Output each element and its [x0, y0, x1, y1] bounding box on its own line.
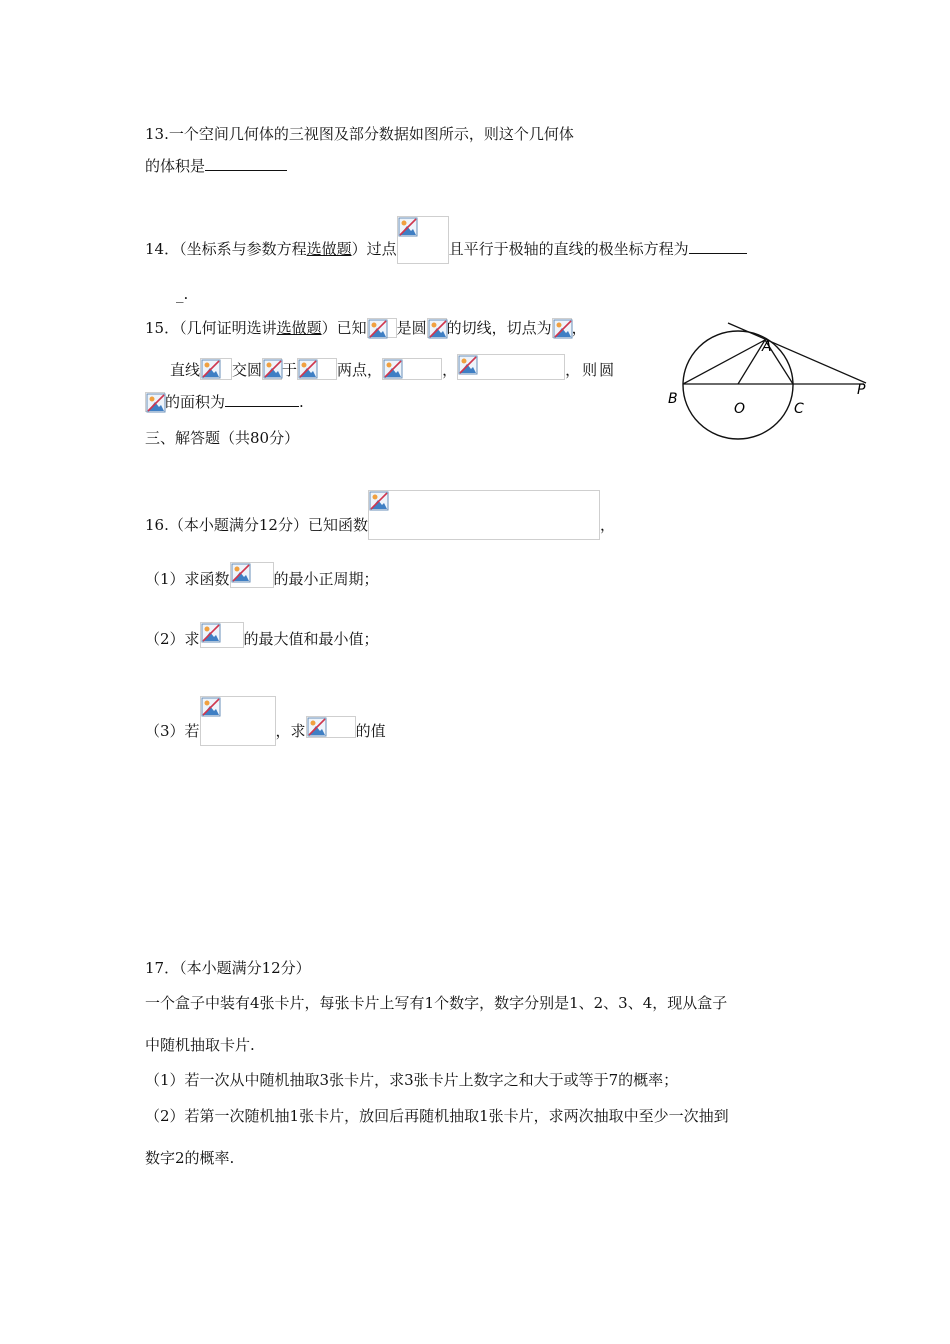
label-O: O — [734, 401, 746, 417]
label-A: A — [762, 339, 772, 355]
q15-elective-label: 选做题 — [276, 319, 322, 337]
tangent-line-PA — [728, 323, 866, 383]
formula-image-fx — [230, 562, 274, 588]
label-P: P — [857, 382, 866, 398]
segment-AB — [683, 340, 765, 384]
broken-image-icon — [231, 563, 251, 583]
formula-image-PA-value — [382, 358, 442, 380]
geometry-diagram — [668, 318, 878, 440]
answer-blank — [689, 239, 747, 254]
q16-text: 16.（本小题满分12分）已知函数 — [145, 516, 368, 534]
q16-text: 的最大值和最小值； — [243, 630, 379, 648]
broken-image-icon — [553, 319, 573, 339]
broken-image-icon — [369, 491, 389, 511]
q16-text: （1）求函数 — [145, 570, 230, 588]
formula-image-point — [397, 216, 449, 264]
q15-text: ， — [442, 361, 458, 379]
formula-image-O3 — [145, 392, 165, 412]
label-B: B — [668, 391, 678, 407]
formula-image-O2 — [262, 358, 282, 380]
formula-image-angle — [457, 354, 565, 380]
q15-text: . — [299, 393, 304, 411]
q13-line-1: 13.一个空间几何体的三视图及部分数据如图所示，则这个几何体 — [145, 125, 574, 143]
q17-line-3: （1）若一次从中随机抽取3张卡片，求3张卡片上数字之和大于或等于7的概率； — [145, 1071, 679, 1089]
formula-image-O — [427, 318, 447, 338]
q15-text: ， — [571, 319, 587, 337]
formula-image-PO — [200, 358, 232, 380]
q13-text: 的体积是 — [145, 157, 206, 175]
formula-image-BC — [297, 358, 337, 380]
broken-image-icon — [263, 359, 283, 379]
q16-text: （3）若 — [145, 722, 200, 740]
answer-blank — [205, 156, 287, 171]
q14-prefix: 14．（坐标系与参数方程 — [145, 240, 307, 258]
q15-text: 直线 — [170, 361, 201, 379]
q17-line-4: （2）若第一次随机抽1张卡片，放回后再随机抽取1张卡片，求两次抽取中至少一次抽到 — [145, 1107, 729, 1125]
broken-image-icon — [146, 393, 166, 413]
q17-line-1: 一个盒子中装有4张卡片，每张卡片上写有1个数字，数字分别是1、2、3、4，现从盒子 — [145, 994, 728, 1012]
q15-line-1 — [145, 318, 587, 338]
broken-image-icon — [201, 623, 221, 643]
q15-line-3 — [145, 392, 304, 412]
q16-text: 的最小正周期； — [273, 570, 379, 588]
broken-image-icon — [201, 697, 221, 717]
q17-line-2: 中随机抽取卡片. — [145, 1036, 255, 1054]
q15-text: 的切线，切点为 — [446, 319, 552, 337]
broken-image-icon — [428, 319, 448, 339]
q16-text: ， — [599, 516, 615, 534]
q15-text: 是圆 — [396, 319, 427, 337]
q14-elective-label: 选做题 — [306, 240, 352, 258]
q15-text: 于 — [282, 361, 298, 379]
formula-image-A — [552, 318, 572, 338]
q15-text: ，则圆 — [565, 361, 617, 379]
q15-text: 交圆 — [232, 361, 263, 379]
q14-end: _. — [176, 285, 189, 303]
formula-image-target — [306, 716, 356, 738]
broken-image-icon — [201, 359, 221, 379]
q17-line-5: 数字2的概率. — [145, 1149, 235, 1167]
section-heading: 三、解答题（共80分） — [145, 429, 300, 447]
broken-image-icon — [298, 359, 318, 379]
broken-image-icon — [383, 359, 403, 379]
q15-text: ）已知 — [321, 319, 367, 337]
label-C: C — [794, 401, 804, 417]
q15-line-2 — [170, 354, 616, 380]
formula-image-function — [368, 490, 600, 540]
broken-image-icon — [307, 717, 327, 737]
circle-O — [683, 331, 793, 439]
q16-head — [145, 490, 615, 540]
formula-image-fx2 — [200, 622, 244, 648]
q16-part-1 — [145, 562, 379, 589]
q17-head: 17．（本小题满分12分） — [145, 959, 311, 977]
q13-line-2 — [145, 156, 287, 176]
q15-text: 的面积为 — [165, 393, 226, 411]
formula-image-condition — [200, 696, 276, 746]
q16-text: （2）求 — [145, 630, 200, 648]
q16-part-3 — [145, 696, 386, 746]
q16-part-2 — [145, 622, 379, 649]
circle-tangent-figure — [668, 318, 878, 440]
broken-image-icon — [398, 217, 418, 237]
q15-text: 两点， — [337, 361, 383, 379]
broken-image-icon — [368, 319, 388, 339]
q14-text-2: 且平行于极轴的直线的极坐标方程为 — [448, 240, 689, 258]
q16-text: 的值 — [355, 722, 386, 740]
broken-image-icon — [458, 355, 478, 375]
q16-text: ，求 — [275, 722, 306, 740]
q14-text-1: ）过点 — [351, 240, 397, 258]
q14-line — [145, 216, 747, 264]
formula-image-PA — [367, 318, 397, 338]
q15-prefix: 15．（几何证明选讲 — [145, 319, 277, 337]
answer-blank — [225, 392, 299, 407]
